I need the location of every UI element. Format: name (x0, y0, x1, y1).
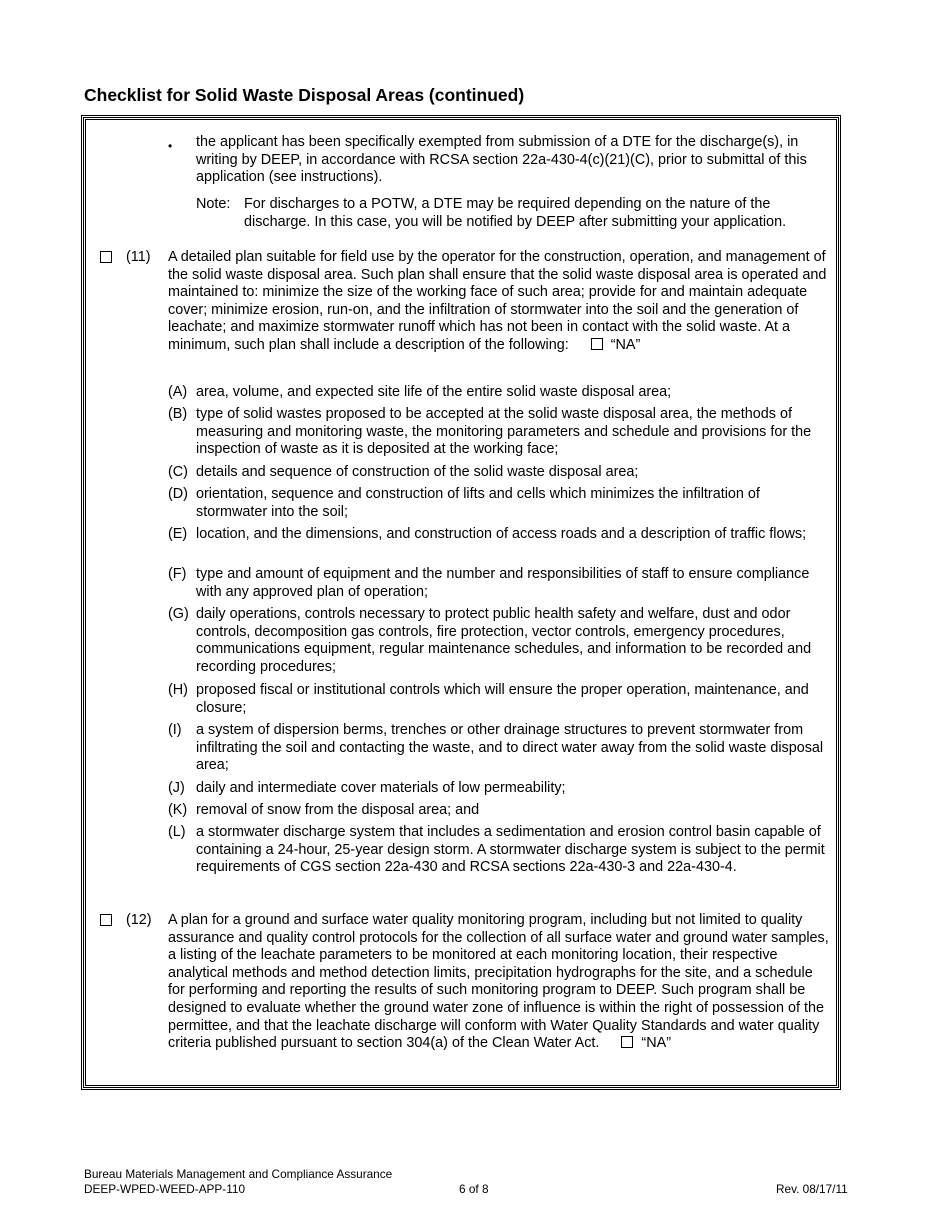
footer-form-id: DEEP-WPED-WEED-APP-110 (84, 1182, 246, 1196)
item-12-na-checkbox[interactable] (621, 1036, 633, 1048)
subitem-text: area, volume, and expected site life of the entire solid waste disposal area; (196, 384, 672, 400)
item-12-number: (12) (126, 912, 152, 928)
footer-revision: Rev. 08/17/11 (776, 1182, 848, 1196)
item-11-na-label: “NA” (610, 336, 641, 353)
subitem-label: (F) (168, 566, 187, 582)
footer-page-number: 6 of 8 (459, 1182, 489, 1196)
subitem-label: (L) (168, 824, 186, 840)
subitem-label: (G) (168, 606, 189, 622)
subitem-label: (C) (168, 464, 188, 480)
item-12-na-label: “NA” (641, 1035, 671, 1052)
item-11-na-checkbox[interactable] (591, 338, 603, 350)
subitem-text: type of solid wastes proposed to be accepted at the solid waste disposal area, the methods of measuring and monitoring waste, the monitoring parameters and schedule and provisions for the inspection of waste as it is deposited at the working face; (196, 406, 812, 458)
subitem-label: (H) (168, 682, 188, 698)
page-title: Checklist for Solid Waste Disposal Areas (continued) (84, 85, 525, 105)
subitem-text: location, and the dimensions, and construction of access roads and a description of traffic flows; (196, 526, 807, 542)
subitem-text: removal of snow from the disposal area; and (196, 802, 480, 818)
item-11-number: (11) (126, 249, 151, 265)
bullet-icon: • (168, 139, 173, 153)
note-text: For discharges to a POTW, a DTE may be required depending on the nature of the discharge. In this case, you will be notified by DEEP after submitting your application. (244, 196, 787, 230)
subitem-label: (I) (168, 722, 182, 738)
subitem-text: proposed fiscal or institutional controls which will ensure the proper operation, maintenance, and closure; (196, 682, 809, 716)
item-11-text: A detailed plan suitable for field use by the operator for the construction, operation, and management of the solid waste disposal area. Such plan shall ensure that the solid waste disposal area is operated and maintained to: minimize the size of the working face of such area; provide for and maintain adequate cover; minimize erosion, run-on, and the infiltration of stormwater into the soil and the generation of leachate; and maximize stormwater runoff which has not been in contact with the solid waste. At a minimum, such plan shall include a description of the following: (168, 249, 827, 353)
subitem-label: (B) (168, 406, 188, 422)
footer-bureau: Bureau Materials Management and Compliance Assurance (84, 1167, 393, 1181)
item-12-description (168, 912, 833, 1053)
item-12-checkbox[interactable] (100, 914, 112, 926)
subitem-label: (A) (168, 384, 188, 400)
subitem-label: (K) (168, 802, 188, 818)
subitem-text: a stormwater discharge system that includes a sedimentation and erosion control basin capable of containing a 24-hour, 25-year design storm. A stormwater discharge system is subject to the permit requirements of CGS section 22a-430 and RCSA sections 22a-430-3 and 22a-430-4. (196, 824, 825, 876)
subitem-text: daily and intermediate cover materials of low permeability; (196, 780, 566, 796)
subitem-text: orientation, sequence and construction of lifts and cells which minimizes the infiltration of stormwater into the soil; (196, 486, 760, 520)
subitem-label: (J) (168, 780, 185, 796)
subitem-text: type and amount of equipment and the number and responsibilities of staff to ensure compliance with any approved plan of operation; (196, 566, 810, 600)
item-11-description (168, 249, 833, 355)
subitem-label: (D) (168, 486, 188, 502)
subitem-text: daily operations, controls necessary to protect public health safety and welfare, dust and odor controls, decomposition gas controls, fire protection, vector controls, emergency procedures, communications equipment, regular maintenance schedules, and information to be recorded and recording procedures; (196, 606, 812, 675)
subitem-text: details and sequence of construction of the solid waste disposal area; (196, 464, 639, 480)
exemption-bullet-text: the applicant has been specifically exempted from submission of a DTE for the discharge(s), in writing by DEEP, in accordance with RCSA section 22a-430-4(c)(21)(C), prior to submittal of this application (see instructions). (196, 134, 807, 186)
subitem-text: a system of dispersion berms, trenches or other drainage structures to prevent stormwater from infiltrating the soil and contacting the waste, and to direct water away from the solid waste disposal area; (196, 722, 824, 774)
item-12-text: A plan for a ground and surface water quality monitoring program, including but not limited to quality assurance and quality control protocols for the collection of all surface water and ground water samples, a listing of the leachate parameters to be monitored at each monitoring location, their respective analytical methods and method detection limits, precipitation hydrographs for the site, and a schedule for performing and reporting the results of such monitoring program to DEEP. Such program shall be designed to evaluate whether the ground water zone of influence is within the right of possession of the permittee, and that the leachate discharge will conform with Water Quality Standards and water quality criteria published pursuant to section 304(a) of the Clean Water Act. (168, 912, 829, 1052)
item-11-checkbox[interactable] (100, 251, 112, 263)
subitem-label: (E) (168, 526, 188, 542)
note-label: Note: (196, 196, 231, 212)
